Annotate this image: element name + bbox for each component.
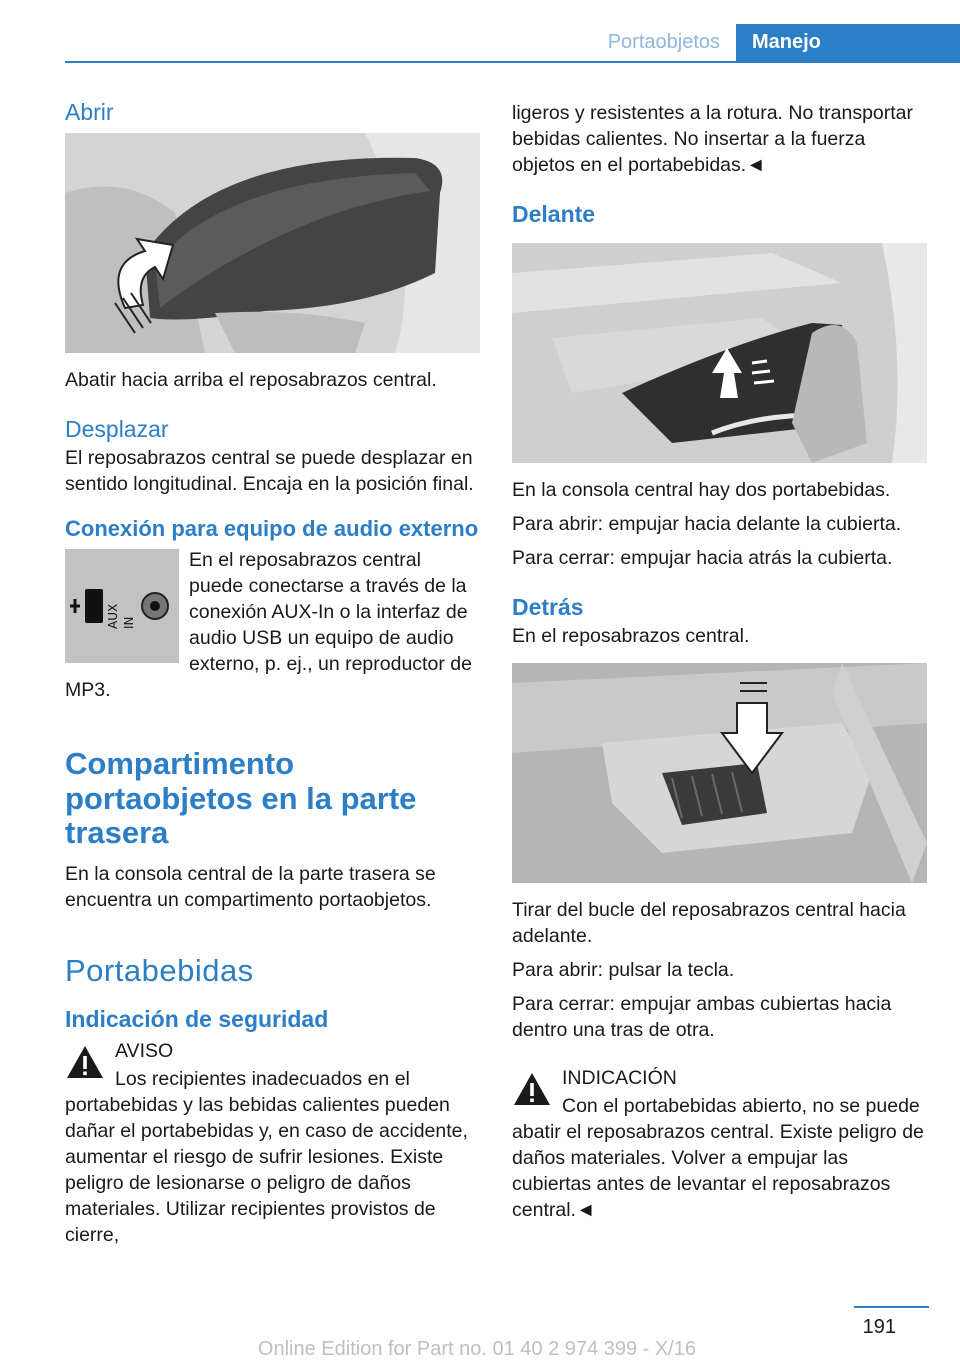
aux-text: En el reposabrazos central puede conectarse a través de la conexión AUX-In o la interfaz de audio USB un equipo de audio externo, p. ej., un reproductor de MP3. — [65, 548, 472, 701]
armrest-open-illustration — [65, 133, 480, 353]
front-heading: Delante — [512, 201, 596, 227]
rear-cupholder-illustration — [512, 663, 927, 883]
warning-continued-text: ligeros y resistentes a la rotura. No transportar bebidas calientes. No insertar a la fuerza objetos en el portabebidas.◄ — [512, 102, 914, 176]
front-text-2: Para abrir: empujar hacia delante la cubierta. — [512, 513, 902, 536]
note-text: Con el portabebidas abierto, no se puede abatir el reposabrazos central. Existe peligro de daños materiales. Volver a empujar las cubiertas antes de levantar el reposabrazos central.◄ — [512, 1094, 924, 1221]
abrir-caption: Abatir hacia arriba el reposabrazos central. — [65, 369, 437, 392]
aux-heading: Conexión para equipo de audio externo — [65, 515, 479, 541]
warning-label: AVISO — [115, 1040, 174, 1063]
warning-triangle-icon — [65, 1044, 105, 1080]
right-column — [512, 100, 927, 1231]
svg-text:IN: IN — [122, 616, 136, 629]
back-intro-text: En el reposabrazos central. — [512, 624, 750, 647]
edition-text: Online Edition for Part no. 01 40 2 974 399 - X/16 — [257, 1338, 696, 1360]
chapter-tab[interactable]: Manejo — [736, 24, 960, 61]
front-text-1: En la consola central hay dos portabebidas. — [512, 479, 891, 502]
page-number: 191 — [862, 1316, 896, 1338]
desplazar-heading: Desplazar — [65, 416, 169, 443]
section-tab[interactable]: Portaobjetos — [607, 31, 720, 53]
page-number-rule — [854, 1306, 929, 1308]
rear-compartment-text: En la consola central de la parte trasera se encuentra un compartimento portaobjetos. — [65, 862, 436, 911]
back-text-1: Tirar del bucle del reposabrazos central hacia adelante. — [512, 898, 906, 947]
note-box — [512, 1065, 927, 1091]
back-heading: Detrás — [512, 594, 584, 621]
cupholder-heading: Portabebidas — [65, 952, 254, 988]
warning-box — [65, 1038, 480, 1064]
safety-heading: Indicación de seguridad — [65, 1005, 329, 1032]
front-text-3: Para cerrar: empujar hacia atrás la cubierta. — [512, 547, 893, 570]
page-footer — [0, 1306, 960, 1362]
back-text-2: Para abrir: pulsar la tecla. — [512, 958, 735, 981]
rear-compartment-heading: Compartimento portaobjetos en la parte trasera — [65, 745, 417, 851]
svg-text:AUX: AUX — [106, 603, 120, 629]
desplazar-text: El reposabrazos central se puede desplazar en sentido longitudinal. Encaja en la posición final. — [65, 446, 474, 495]
page-header — [65, 24, 960, 63]
front-cupholder-illustration — [512, 243, 927, 463]
warning-text: Los recipientes inadecuados en el portabebidas y las bebidas calientes pueden dañar el portabebidas y, en caso de accidente, aumentar el riesgo de sufrir lesiones. Existe peligro de lesionarse o peligro de daños materiales. Utilizar recipientes provistos de cierre, — [65, 1068, 468, 1247]
warning-triangle-icon — [512, 1071, 552, 1107]
aux-usb-port-illustration — [65, 549, 179, 663]
note-label: INDICACIÓN — [562, 1066, 677, 1089]
abrir-heading: Abrir — [65, 99, 114, 125]
back-text-3: Para cerrar: empujar ambas cubiertas hacia dentro una tras de otra. — [512, 992, 892, 1041]
left-column — [65, 100, 480, 1256]
